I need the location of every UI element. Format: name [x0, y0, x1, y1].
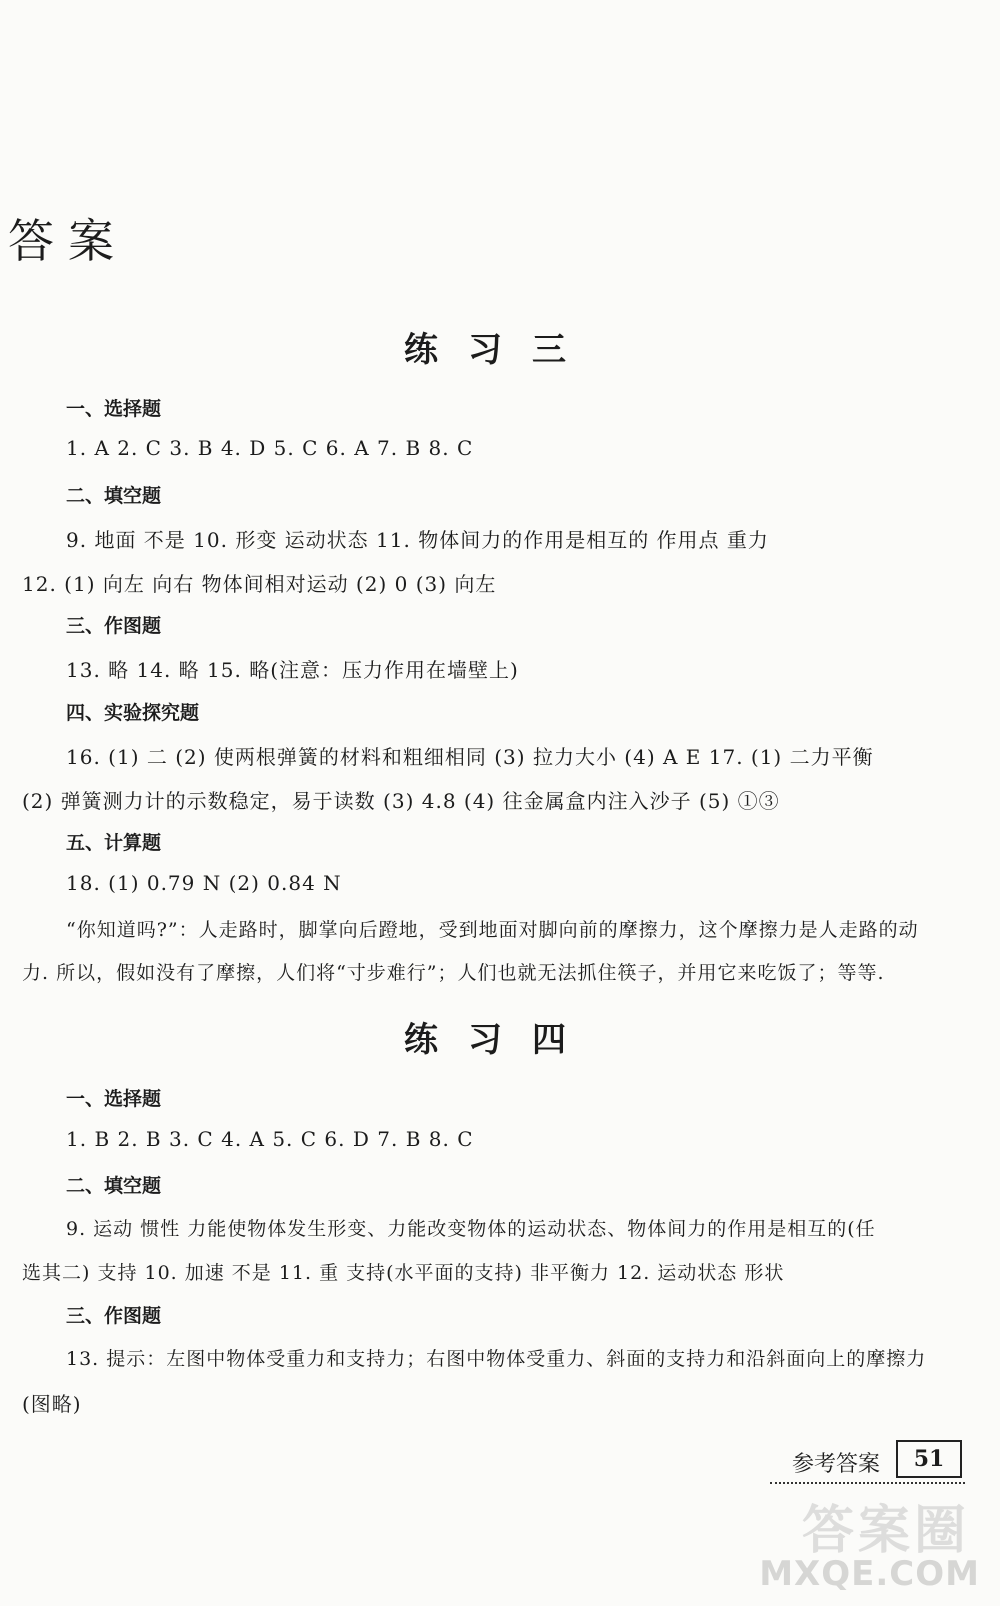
heading-choice: 一、选择题: [66, 398, 162, 420]
answer-line: 选其二) 支持 10. 加速 不是 11. 重 支持(水平面的支持) 非平衡力 12. 运动状态 形状: [22, 1262, 785, 1284]
answer-line: 16. (1) 二 (2) 使两根弹簧的材料和粗细相同 (3) 拉力大小 (4) A E 17. (1) 二力平衡: [66, 745, 874, 769]
heading-choice: 一、选择题: [66, 1088, 162, 1110]
page-number: 51: [896, 1440, 962, 1478]
heading-experiment: 四、实验探究题: [66, 702, 200, 724]
answer-line: 力. 所以，假如没有了摩擦，人们将“寸步难行”；人们也就无法抓住筷子，并用它来吃饭了；等等.: [22, 962, 885, 984]
page-title: 答案: [8, 214, 128, 268]
answer-line: 1. A 2. C 3. B 4. D 5. C 6. A 7. B 8. C: [66, 436, 474, 460]
answer-line: 12. (1) 向左 向右 物体间相对运动 (2) 0 (3) 向左: [22, 572, 497, 596]
section-title-3: 练习三: [404, 330, 596, 370]
answer-line: “你知道吗?”：人走路时，脚掌向后蹬地，受到地面对脚向前的摩擦力，这个摩擦力是人走路的动: [66, 919, 919, 941]
answer-line: 13. 略 14. 略 15. 略(注意：压力作用在墙壁上): [66, 658, 519, 682]
answer-line: (图略): [22, 1392, 82, 1416]
watermark-logo: 答案圈: [801, 1501, 970, 1561]
answer-line: 1. B 2. B 3. C 4. A 5. C 6. D 7. B 8. C: [66, 1127, 474, 1151]
heading-calc: 五、计算题: [66, 832, 162, 854]
heading-drawing: 三、作图题: [66, 615, 162, 637]
answer-line: 13. 提示：左图中物体受重力和支持力；右图中物体受重力、斜面的支持力和沿斜面向上的摩擦力: [66, 1348, 927, 1370]
footer-divider: [770, 1482, 965, 1484]
heading-fill: 二、填空题: [66, 485, 162, 507]
watermark: [759, 1488, 980, 1598]
answer-line: 18. (1) 0.79 N (2) 0.84 N: [66, 871, 342, 895]
section-title-4: 练习四: [404, 1020, 596, 1060]
answer-line: 9. 运动 惯性 力能使物体发生形变、力能改变物体的运动状态、物体间力的作用是相互的(任: [66, 1218, 876, 1240]
heading-fill: 二、填空题: [66, 1175, 162, 1197]
footer-label: 参考答案: [791, 1452, 880, 1477]
watermark-site: MXQE.COM: [759, 1554, 980, 1594]
heading-drawing: 三、作图题: [66, 1305, 162, 1327]
answer-line: (2) 弹簧测力计的示数稳定，易于读数 (3) 4.8 (4) 往金属盒内注入沙子 (5) ①③: [22, 789, 780, 813]
answer-line: 9. 地面 不是 10. 形变 运动状态 11. 物体间力的作用是相互的 作用点 重力: [66, 528, 769, 552]
